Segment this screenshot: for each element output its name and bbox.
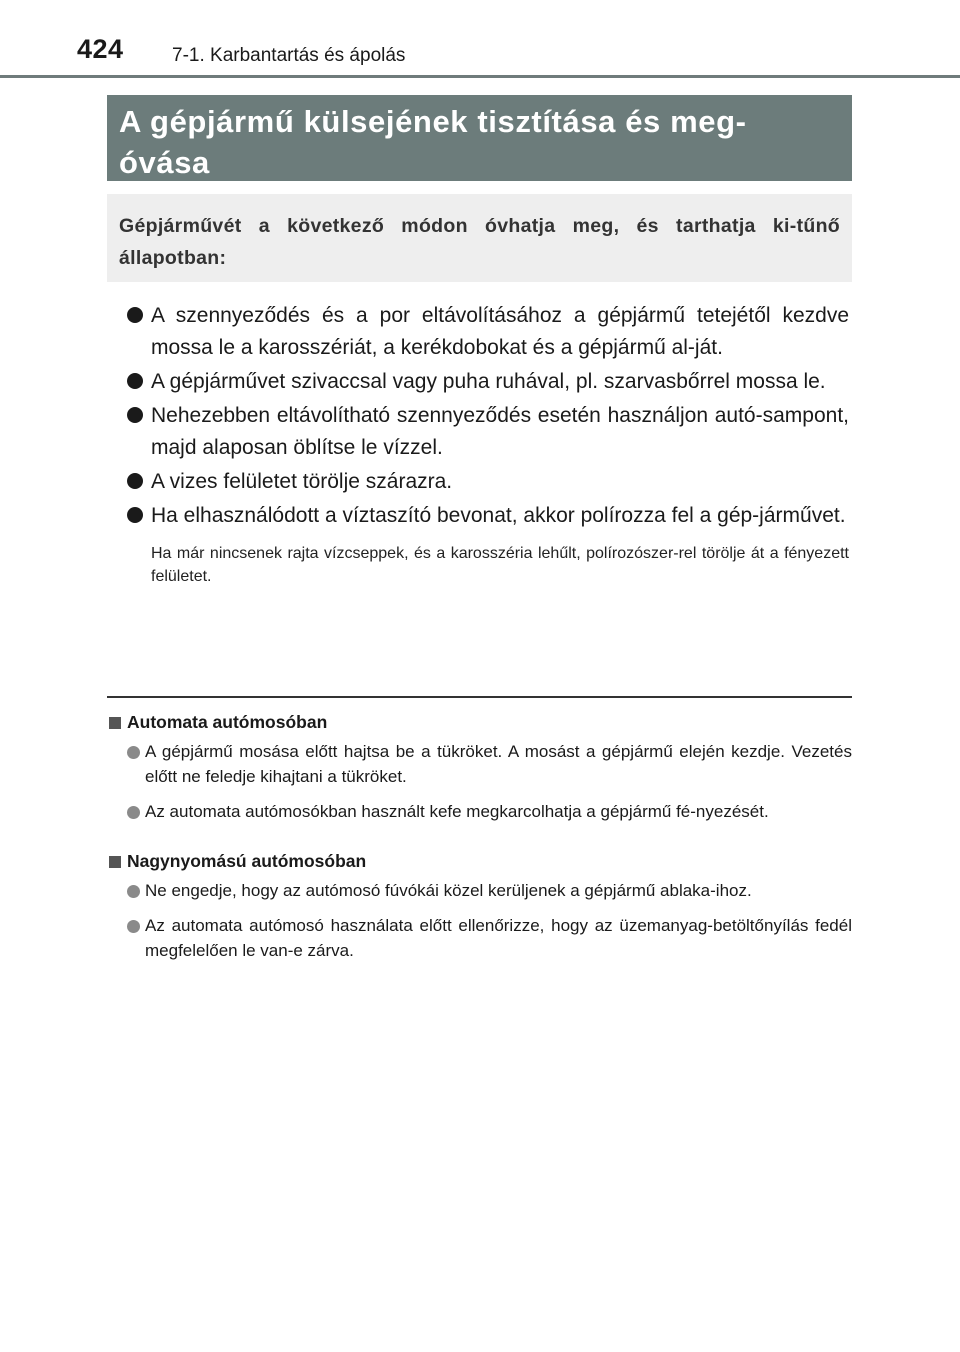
intro-box [107, 194, 852, 282]
list-item-text: Nehezebben eltávolítható szennyeződés esetén használjon autó-sampont, majd alaposan öblítse le vízzel. [151, 404, 849, 459]
square-bullet-icon [109, 717, 121, 729]
bullet-icon [127, 507, 143, 523]
square-bullet-icon [109, 856, 121, 868]
bullet-icon [127, 373, 143, 389]
page-title-line2: óvása [119, 145, 210, 180]
page-number: 424 [77, 34, 124, 64]
list-item-text: A vizes felületet törölje szárazra. [151, 470, 453, 493]
title-banner [107, 95, 852, 181]
list-item [127, 300, 849, 364]
list-item-text: A gépjármű mosása előtt hajtsa be a tükröket. A mosást a gépjármű elején kezdje. Vezetés előtt ne feledje kihajtani a tükröket. [145, 742, 852, 786]
list-item-text: Ne engedje, hogy az autómosó fúvókái közel kerüljenek a gépjármű ablaka-ihoz. [145, 881, 752, 900]
bullet-icon [127, 473, 143, 489]
list-item [107, 878, 852, 903]
bullet-icon [127, 746, 140, 759]
list-item-text: A szennyeződés és a por eltávolításához a gépjármű tetejétől kezdve mossa le a karosszériát, a kerékdobokat és a gépjármű al-ját. [151, 304, 849, 359]
section-heading-text: Automata autómosóban [127, 712, 328, 732]
section-heading [107, 709, 852, 735]
section-label: 7-1. Karbantartás és ápolás [172, 45, 406, 66]
section-heading [107, 848, 852, 874]
header-rule [0, 75, 960, 78]
bullet-icon [127, 920, 140, 933]
list-item [107, 913, 852, 963]
section-automatic-carwash [107, 709, 852, 824]
list-item [127, 400, 849, 464]
list-item-text: Ha elhasználódott a víztaszító bevonat, akkor polírozza fel a gép-járművet. [151, 504, 846, 527]
page-title-line1: A gépjármű külsejének tisztítása és meg- [119, 104, 747, 139]
main-bullet-list [127, 300, 849, 588]
bullet-icon [127, 806, 140, 819]
section-divider [107, 696, 852, 698]
page-header [0, 0, 960, 78]
bullet-icon [127, 307, 143, 323]
list-item [107, 739, 852, 789]
bullet-icon [127, 885, 140, 898]
section-heading-text: Nagynyomású autómosóban [127, 851, 367, 871]
section-high-pressure-carwash [107, 848, 852, 963]
list-item [127, 366, 849, 398]
list-item-text: A gépjárművet szivaccsal vagy puha ruhával, pl. szarvasbőrrel mossa le. [151, 370, 826, 393]
note-text: Ha már nincsenek rajta vízcseppek, és a karosszéria lehűlt, polírozószer-rel törölje át a fényezett felületet. [151, 545, 849, 585]
list-item [127, 500, 849, 532]
intro-text: Gépjárművét a következő módon óvhatja meg, és tarthatja ki-tűnő állapotban: [119, 215, 840, 269]
bullet-icon [127, 407, 143, 423]
list-item [127, 466, 849, 498]
list-item-text: Az automata autómosó használata előtt ellenőrizze, hogy az üzemanyag-betöltőnyílás fedél megfelelően le van-e zárva. [145, 916, 852, 960]
list-item-text: Az automata autómosókban használt kefe megkarcolhatja a gépjármű fé-nyezését. [145, 802, 769, 821]
list-item [107, 799, 852, 824]
